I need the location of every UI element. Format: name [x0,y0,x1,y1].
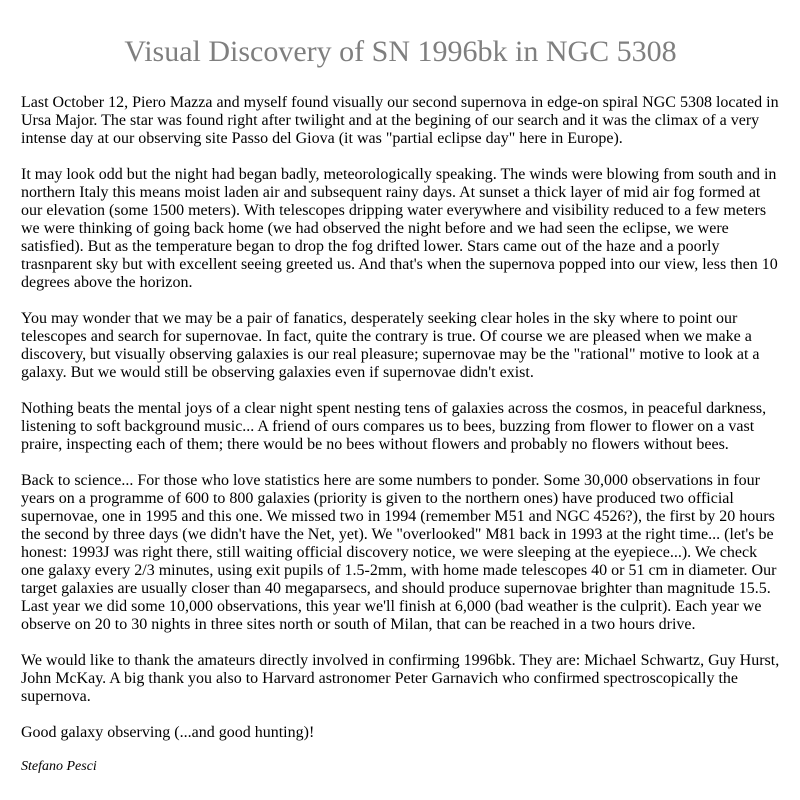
page-title: Visual Discovery of SN 1996bk in NGC 5308 [124,35,677,68]
paragraph-statistics: Back to science... For those who love statistics here are some numbers to ponder. Some 30,000 observations in four years on a programme of 600 to 800 galaxies (priority is given to the northern ones) have produced two official supernovae, one in 1995 and this one. We missed two in 1994 (remember M51 and NGC 4526?), the first by 20 hours the second by three days (we didn't have the Net, yet). We "overlooked" M81 back in 1993 at the right time... (let's be honest: 1993J was right there, still waiting official discovery notice, we were sleeping at the eyepiece...). We check one galaxy every 2/3 minutes, using exit pupils of 1.5-2mm, with home made telescopes 40 or 51 cm in diameter. Our target galaxies are usually closer than 40 megaparsecs, and should produce supernovae brighter than magnitude 15.5. Last year we did some 10,000 observations, this year we'll finish at 6,000 (bad weather is the culprit). Each year we observe on 20 to 30 nights in three sites north or south of Milan, that can be reached in a two hours drive. [21,472,777,633]
paragraph-discovery: Last October 12, Piero Mazza and myself found visually our second supernova in edge-on spiral NGC 5308 located in Ursa Major. The star was found right after twilight and at the begining of our search and it was the climax of a very intense day at our observing site Passo del Giova (it was "partial eclipse day" here in Europe). [21,94,779,147]
paragraph-thanks: We would like to thank the amateurs directly involved in confirming 1996bk. They are: Michael Schwartz, Guy Hurst, John McKay. A big thank you also to Harvard astronomer Peter Garnavich who confirmed spectroscopically the supernova. [21,652,780,705]
paragraph-weather: It may look odd but the night had began badly, meteorologically speaking. The winds were blowing from south and in northern Italy this means moist laden air and subsequent rainy days. At sunset a thick layer of mid air fog formed at our elevation (some 1500 meters). With telescopes dripping water everywhere and visibility reduced to a few meters we were thinking of going back home (we had observed the night before and we had seen the eclipse, we were satisfied). But as the temperature began to drop the fog drifted lower. Stars came out of the haze and a poorly trasnparent sky but with excellent seeing greeted us. And that's when the supernova popped into our view, less then 10 degrees above the horizon. [21,166,778,291]
paragraph-closing: Good galaxy observing (...and good hunting)! [21,724,315,741]
paragraph-joys: Nothing beats the mental joys of a clear night spent nesting tens of galaxies across the cosmos, in peaceful darkness, listening to soft background music... A friend of ours compares us to bees, buzzing from flower to flower on a vast praire, inspecting each of them; there would be no bees without flowers and probably no flowers without bees. [21,400,767,453]
author-signature: Stefano Pesci [21,759,97,774]
article-body [21,94,780,776]
paragraph-motivation: You may wonder that we may be a pair of fanatics, desperately seeking clear holes in the sky where to point our telescopes and search for supernovae. In fact, quite the contrary is true. Of course we are pleased when we make a discovery, but visually observing galaxies is our real pleasure; supernovae may be the "rational" motive to look at a galaxy. But we would still be observing galaxies even if supernovae didn't exist. [21,310,760,381]
